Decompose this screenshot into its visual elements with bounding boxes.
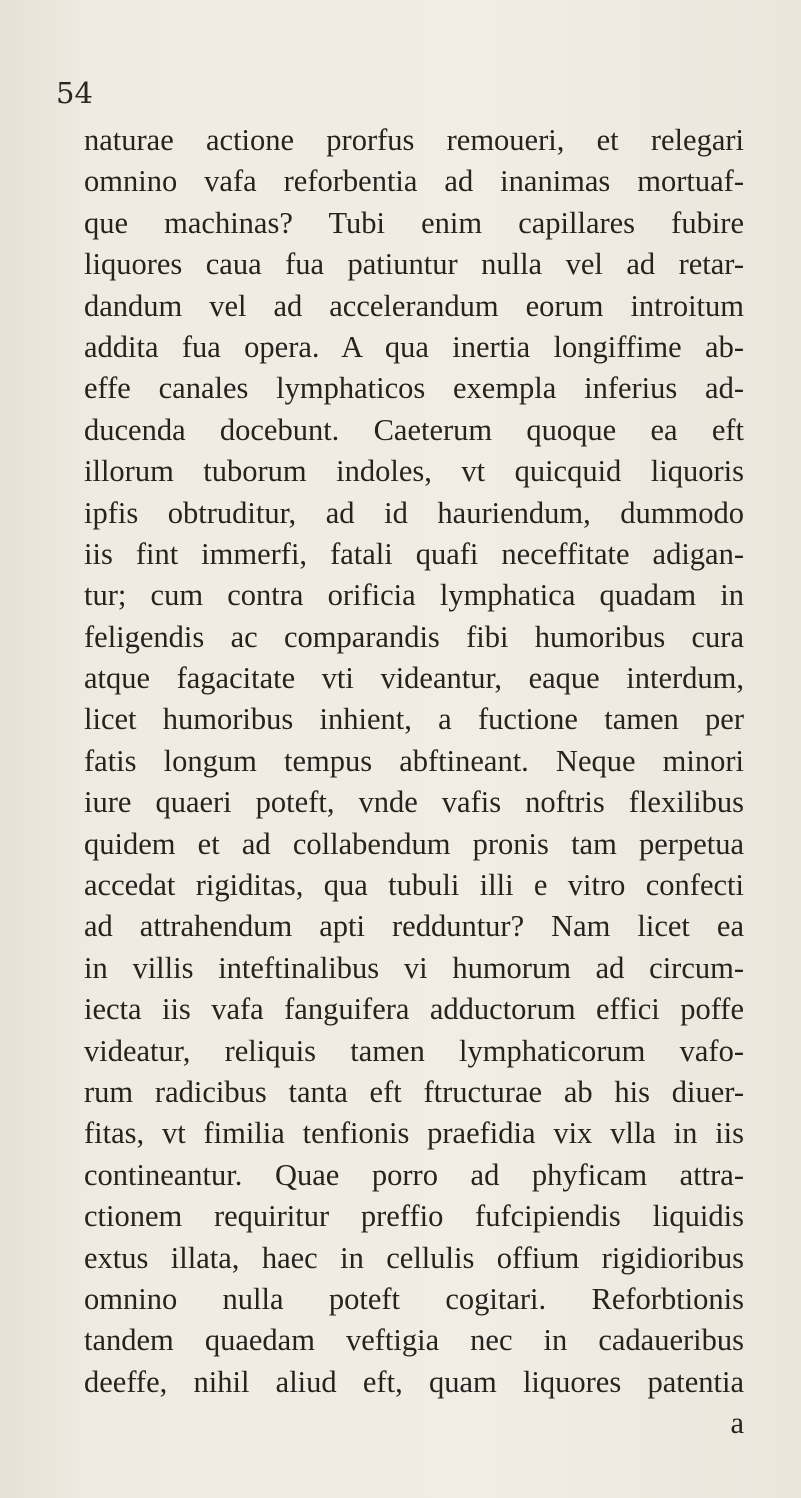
text-line-17: iure quaeri poteft, vnde vafis noftris flexilibus <box>84 785 744 820</box>
text-line-11: iis fint immerfi, fatali quafi neceffitate adigan- <box>84 536 744 571</box>
text-line-28: extus illata, haec in cellulis offium rigidioribus <box>84 1240 744 1275</box>
body-text <box>84 120 744 1445</box>
text-line-1: naturae actione prorfus remoueri, et relegari <box>84 123 744 157</box>
text-line-8: ducenda docebunt. Caeterum quoque ea eft <box>84 412 744 447</box>
text-line-14: atque fagacitate vti videantur, eaque interdum, <box>84 661 744 696</box>
text-line-19: accedat rigiditas, qua tubuli illi e vitro confecti <box>84 868 744 903</box>
text-line-7: effe canales lymphaticos exempla inferius ad- <box>84 371 744 406</box>
text-line-12: tur; cum contra orificia lymphatica quadam in <box>84 578 744 613</box>
catchword: a <box>730 1406 744 1441</box>
text-line-2: omnino vafa reforbentia ad inanimas mortuaf- <box>84 164 744 199</box>
text-line-15: licet humoribus inhient, a fuctione tamen per <box>84 702 744 737</box>
text-line-3: que machinas? Tubi enim capillares fubire <box>84 205 744 240</box>
text-line-24: rum radicibus tanta eft ftructurae ab his diuer- <box>84 1074 744 1109</box>
text-line-16: fatis longum tempus abftineant. Neque minori <box>84 743 744 778</box>
page-number: 54 <box>56 76 93 110</box>
text-line-30: tandem quaedam veftigia nec in cadaueribus <box>84 1323 744 1358</box>
text-line-5: dandum vel ad accelerandum eorum introitum <box>84 288 744 323</box>
text-line-9: illorum tuborum indoles, vt quicquid liquoris <box>84 454 744 489</box>
text-line-26: contineantur. Quae porro ad phyficam attra- <box>84 1157 744 1192</box>
text-line-10: ipfis obtruditur, ad id hauriendum, dummodo <box>84 495 744 530</box>
text-line-23: videatur, reliquis tamen lymphaticorum vafo- <box>84 1033 744 1068</box>
text-line-29: omnino nulla poteft cogitari. Reforbtionis <box>84 1281 744 1316</box>
text-line-21: in villis inteftinalibus vi humorum ad circum- <box>84 950 744 985</box>
text-line-31: deeffe, nihil aliud eft, quam liquores patentia <box>84 1364 744 1399</box>
text-line-22: iecta iis vafa fanguifera adductorum effici poffe <box>84 992 744 1027</box>
text-line-25: fitas, vt fimilia tenfionis praefidia vix vlla in iis <box>84 1116 744 1151</box>
text-line-20: ad attrahendum apti redduntur? Nam licet ea <box>84 909 744 944</box>
text-line-4: liquores caua fua patiuntur nulla vel ad retar- <box>84 247 744 282</box>
text-line-13: feligendis ac comparandis fibi humoribus cura <box>84 619 744 654</box>
text-line-18: quidem et ad collabendum pronis tam perpetua <box>84 826 744 861</box>
text-line-27: ctionem requiritur preffio fufcipiendis liquidis <box>84 1199 744 1234</box>
text-line-6: addita fua opera. A qua inertia longiffime ab- <box>84 329 744 364</box>
